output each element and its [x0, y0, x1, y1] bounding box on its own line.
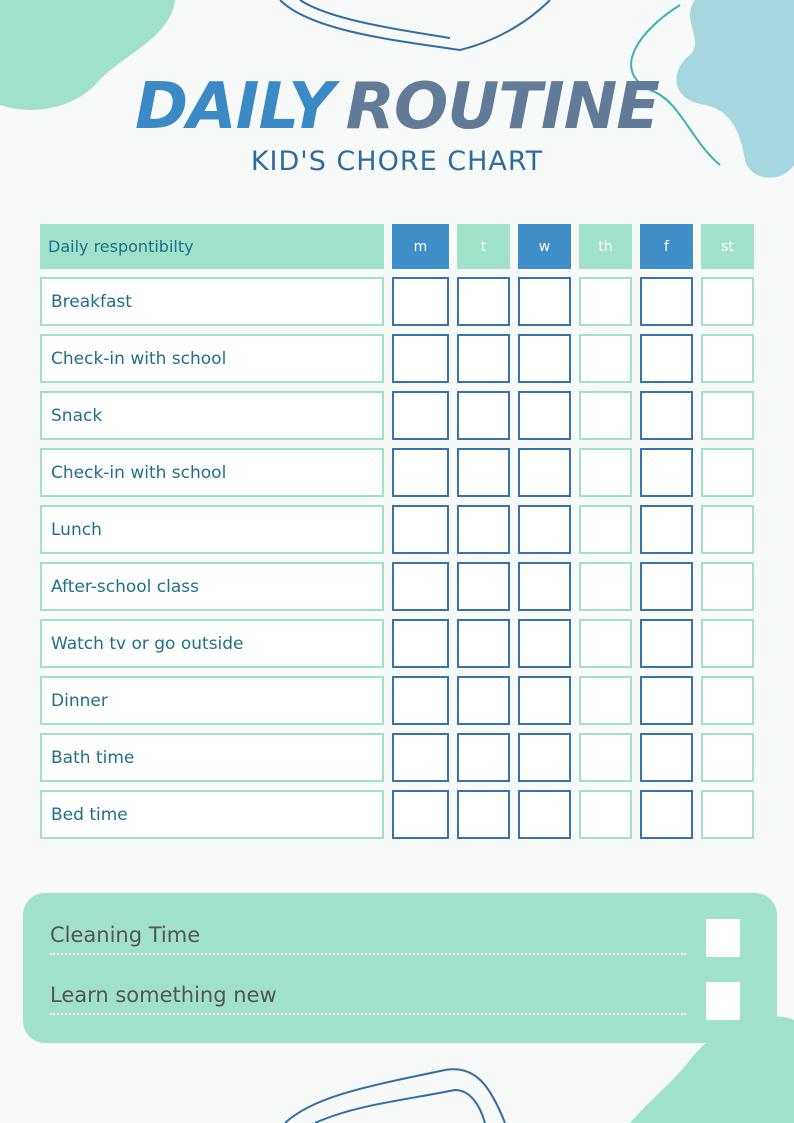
checkbox-m[interactable]	[392, 790, 449, 839]
chore-label: Bath time	[40, 733, 384, 782]
checkbox-st[interactable]	[701, 733, 754, 782]
day-header-w: w	[518, 224, 571, 269]
checkbox-f[interactable]	[640, 448, 693, 497]
checkbox-t[interactable]	[457, 619, 510, 668]
checkbox-th[interactable]	[579, 448, 632, 497]
outline-doodle-bottom	[275, 1065, 535, 1123]
chore-label: Snack	[40, 391, 384, 440]
checkbox-f[interactable]	[640, 733, 693, 782]
day-header-st: st	[701, 224, 754, 269]
checkbox-th[interactable]	[579, 790, 632, 839]
checkbox-w[interactable]	[518, 676, 571, 725]
checkbox-m[interactable]	[392, 619, 449, 668]
chore-label: Watch tv or go outside	[40, 619, 384, 668]
checkbox-th[interactable]	[579, 277, 632, 326]
checkbox-st[interactable]	[701, 505, 754, 554]
checkbox-th[interactable]	[579, 505, 632, 554]
checkbox-w[interactable]	[518, 733, 571, 782]
checkbox-st[interactable]	[701, 448, 754, 497]
checkbox-f[interactable]	[640, 562, 693, 611]
checkbox-t[interactable]	[457, 676, 510, 725]
checkbox-th[interactable]	[579, 334, 632, 383]
checkbox-f[interactable]	[640, 676, 693, 725]
checkbox-w[interactable]	[518, 448, 571, 497]
checkbox-st[interactable]	[701, 790, 754, 839]
checkbox-t[interactable]	[457, 790, 510, 839]
checkbox-th[interactable]	[579, 676, 632, 725]
header-label: Daily respontibilty	[40, 224, 384, 269]
checkbox-m[interactable]	[392, 733, 449, 782]
day-header-f: f	[640, 224, 693, 269]
checkbox-m[interactable]	[392, 448, 449, 497]
checkbox-st[interactable]	[701, 391, 754, 440]
chore-label: Dinner	[40, 676, 384, 725]
checkbox-th[interactable]	[579, 562, 632, 611]
checkbox-w[interactable]	[518, 277, 571, 326]
checkbox-w[interactable]	[518, 334, 571, 383]
task-checkbox[interactable]	[706, 982, 740, 1020]
page-title	[0, 70, 794, 144]
page-subtitle: KID'S CHORE CHART	[250, 146, 544, 177]
checkbox-w[interactable]	[518, 505, 571, 554]
task-label: Learn something new	[50, 983, 686, 1015]
chore-label: Lunch	[40, 505, 384, 554]
checkbox-f[interactable]	[640, 505, 693, 554]
checkbox-w[interactable]	[518, 562, 571, 611]
checkbox-m[interactable]	[392, 676, 449, 725]
checkbox-m[interactable]	[392, 277, 449, 326]
chore-label: Breakfast	[40, 277, 384, 326]
checkbox-st[interactable]	[701, 334, 754, 383]
checkbox-st[interactable]	[701, 562, 754, 611]
task-label: Cleaning Time	[50, 923, 686, 955]
task-checkbox[interactable]	[706, 919, 740, 957]
checkbox-f[interactable]	[640, 391, 693, 440]
checkbox-t[interactable]	[457, 391, 510, 440]
checkbox-w[interactable]	[518, 619, 571, 668]
checkbox-st[interactable]	[701, 277, 754, 326]
checkbox-th[interactable]	[579, 619, 632, 668]
checkbox-t[interactable]	[457, 334, 510, 383]
chore-label: Bed time	[40, 790, 384, 839]
chore-label: Check-in with school	[40, 334, 384, 383]
checkbox-w[interactable]	[518, 391, 571, 440]
extra-tasks-panel	[23, 893, 777, 1043]
checkbox-st[interactable]	[701, 676, 754, 725]
checkbox-m[interactable]	[392, 505, 449, 554]
chore-label: Check-in with school	[40, 448, 384, 497]
title-routine: ROUTINE	[345, 70, 660, 144]
checkbox-f[interactable]	[640, 334, 693, 383]
day-header-t: t	[457, 224, 510, 269]
outline-doodle-top	[270, 0, 560, 55]
checkbox-t[interactable]	[457, 505, 510, 554]
checkbox-t[interactable]	[457, 277, 510, 326]
checkbox-m[interactable]	[392, 562, 449, 611]
checkbox-th[interactable]	[579, 391, 632, 440]
checkbox-f[interactable]	[640, 277, 693, 326]
day-header-m: m	[392, 224, 449, 269]
checkbox-t[interactable]	[457, 448, 510, 497]
checkbox-t[interactable]	[457, 562, 510, 611]
checkbox-th[interactable]	[579, 733, 632, 782]
checkbox-t[interactable]	[457, 733, 510, 782]
checkbox-m[interactable]	[392, 391, 449, 440]
chore-label: After-school class	[40, 562, 384, 611]
day-header-th: th	[579, 224, 632, 269]
checkbox-m[interactable]	[392, 334, 449, 383]
title-daily: DAILY	[134, 70, 334, 144]
checkbox-f[interactable]	[640, 790, 693, 839]
checkbox-f[interactable]	[640, 619, 693, 668]
checkbox-st[interactable]	[701, 619, 754, 668]
checkbox-w[interactable]	[518, 790, 571, 839]
